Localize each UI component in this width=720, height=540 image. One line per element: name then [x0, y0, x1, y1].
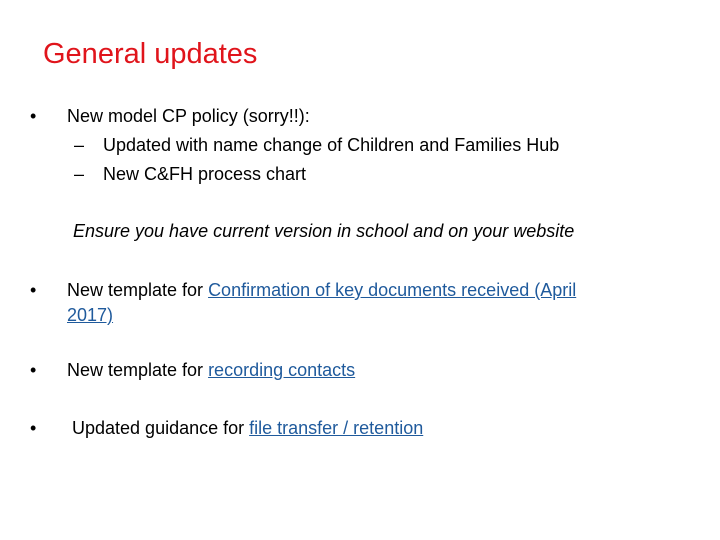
bullet-text: New model CP policy (sorry!!): — [67, 106, 310, 126]
link-recording-contacts[interactable]: recording contacts — [208, 360, 356, 380]
bullet-marker: • — [30, 280, 37, 300]
bullet-marker: • — [30, 106, 37, 126]
bullet-marker: • — [30, 360, 37, 380]
bullet-text-line — [67, 356, 355, 385]
sub-item-text: New C&FH process chart — [103, 164, 307, 184]
bullet-text: Updated guidance for — [72, 418, 250, 438]
bullet-text: New template for — [67, 360, 209, 380]
link-confirmation-key-documents[interactable]: Confirmation of key documents received (April — [208, 280, 577, 300]
sub-item-name-change — [74, 131, 560, 160]
slide-title: General updates — [43, 38, 258, 70]
bullet-text-line — [72, 414, 423, 443]
dash-marker: – — [74, 164, 85, 184]
sub-item-text: Updated with name change of Children and Families Hub — [103, 135, 560, 155]
link-confirmation-key-documents-cont[interactable]: 2017) — [67, 305, 114, 325]
dash-marker: – — [74, 135, 85, 155]
link-file-transfer-retention[interactable]: file transfer / retention — [249, 418, 424, 438]
bullet-marker: • — [30, 418, 37, 438]
bullet-text-line — [67, 276, 576, 305]
note-current-version: Ensure you have current version in school and on your website — [73, 221, 575, 241]
bullet-text: New template for — [67, 280, 209, 300]
sub-item-process-chart — [74, 160, 307, 189]
